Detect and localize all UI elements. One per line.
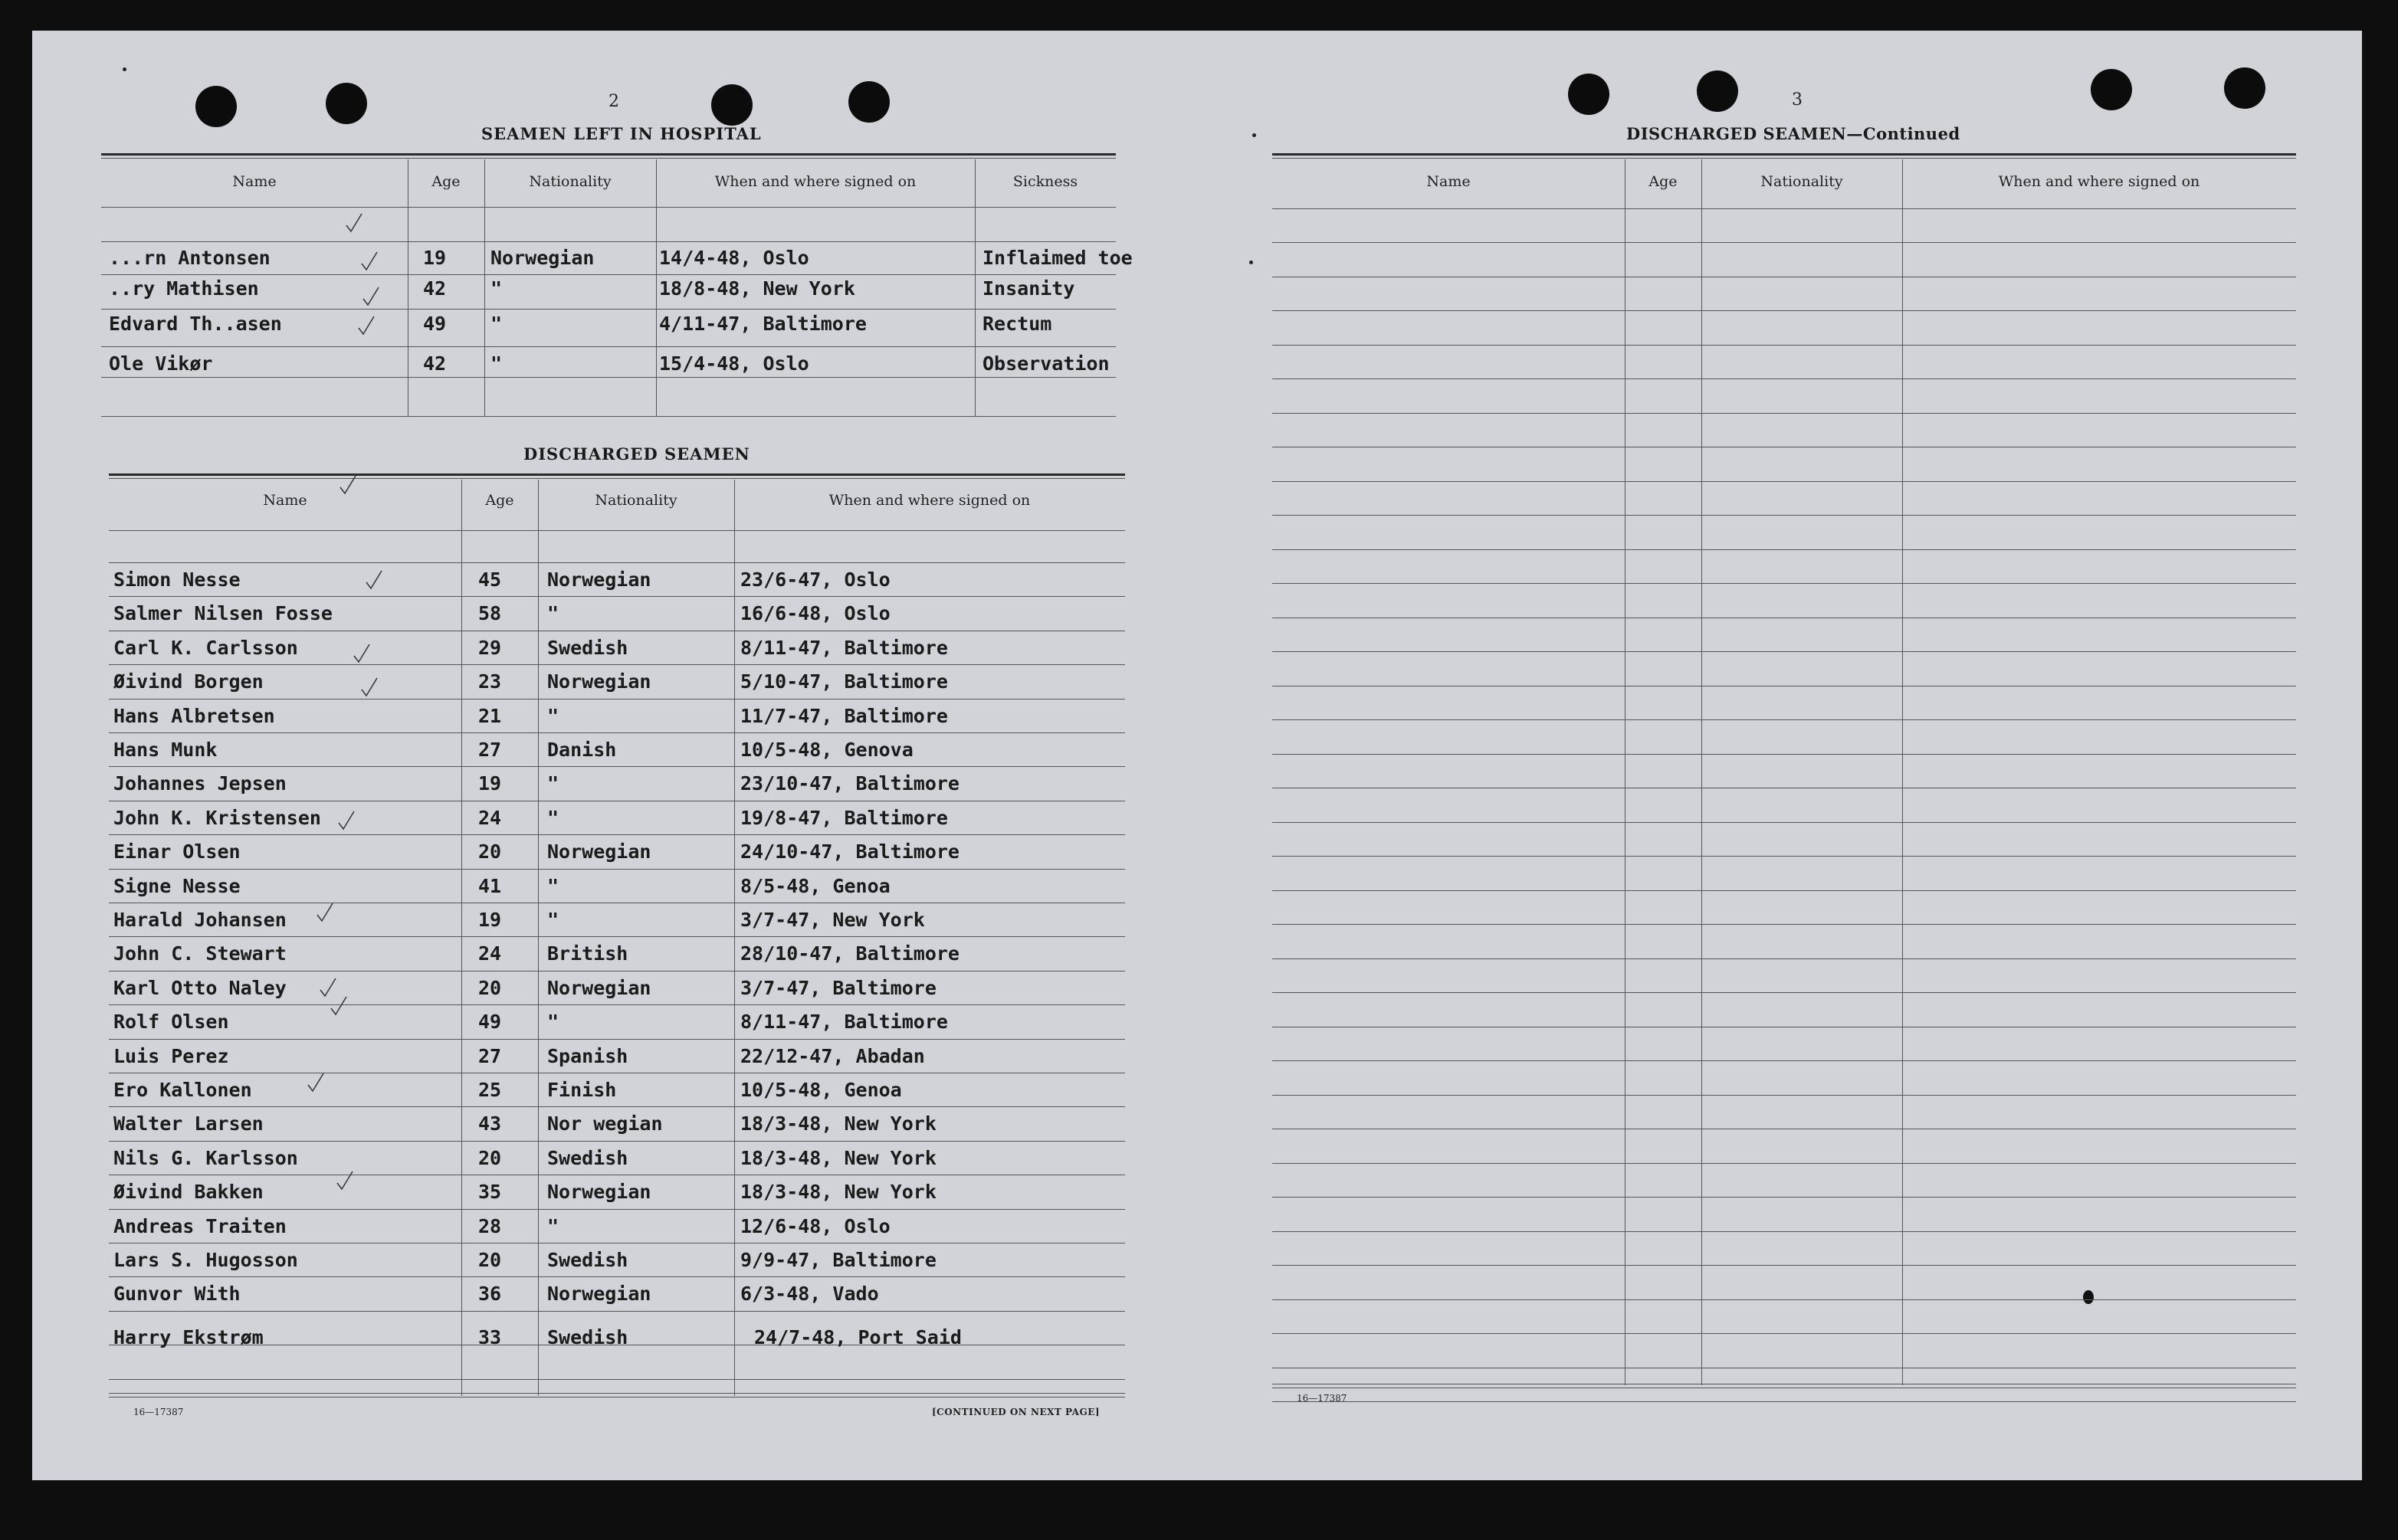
checkmark-icon [330, 994, 348, 1017]
discharged-cell-name: Hans Munk [113, 739, 218, 761]
discharged-col-divider [734, 480, 735, 1396]
discharged-cell-age: 45 [478, 568, 502, 591]
continued-note: [CONTINUED ON NEXT PAGE] [932, 1407, 1101, 1417]
discharged-cell-signed: 6/3-48, Vado [740, 1283, 879, 1305]
discharged-row-rule [109, 971, 1125, 972]
right-form-number: 16—17387 [1297, 1393, 1347, 1404]
discharged-cell-nationality: " [547, 1215, 559, 1237]
discharged-cell-nationality: Swedish [547, 637, 628, 659]
discharged-cell-age: 23 [478, 670, 502, 693]
discharged-cell-name: Andreas Traiten [113, 1215, 287, 1237]
discharged-cell-age: 27 [478, 1045, 502, 1067]
discharged-cell-nationality: Norwegian [547, 568, 651, 591]
discharged-cell-age: 33 [478, 1326, 502, 1348]
right-row-rule [1272, 822, 2296, 823]
discharged-cell-nationality: " [547, 602, 559, 624]
discharged-row-rule [109, 1311, 1125, 1312]
discharged-cell-name: Walter Larsen [113, 1112, 264, 1135]
right-row-rule [1272, 378, 2296, 379]
discharged-row-rule [109, 1004, 1125, 1005]
discharged-cell-age: 58 [478, 602, 502, 624]
checkmark-icon [353, 642, 371, 665]
discharged-cell-nationality: Spanish [547, 1045, 628, 1067]
hospital-cell-signed: 4/11-47, Baltimore [659, 313, 867, 335]
discharged-cell-name: Johannes Jepsen [113, 772, 287, 795]
discharged-cell-name: Rolf Olsen [113, 1011, 229, 1033]
discharged-header-nationality: Nationality [595, 492, 677, 509]
hospital-cell-sickness: Observation [982, 352, 1110, 375]
discharged-cell-name: Signe Nesse [113, 875, 241, 897]
discharged-cell-name: John C. Stewart [113, 942, 287, 965]
right-row-rule [1272, 856, 2296, 857]
checkmark-icon [357, 314, 376, 337]
discharged-cell-name: Hans Albretsen [113, 705, 275, 727]
discharged-cell-nationality: Norwegian [547, 840, 651, 863]
right-header-signed: When and where signed on [1998, 173, 2200, 190]
discharged-header-signed: When and where signed on [828, 492, 1031, 509]
hospital-row-rule [101, 274, 1116, 275]
discharged-cell-signed: 18/3-48, New York [740, 1147, 937, 1169]
ink-speck [1252, 133, 1256, 137]
right-row-rule [1272, 890, 2296, 891]
discharged-cell-signed: 24/7-48, Port Said [754, 1326, 962, 1348]
checkmark-icon [345, 211, 363, 234]
hospital-cell-name: ..ry Mathisen [109, 277, 259, 300]
discharged-cell-age: 20 [478, 1249, 502, 1271]
discharged-cell-signed: 24/10-47, Baltimore [740, 840, 960, 863]
discharged-cell-signed: 18/3-48, New York [740, 1181, 937, 1203]
right-row-rule [1272, 1060, 2296, 1061]
hospital-header-name: Name [232, 173, 277, 190]
discharged-row-rule [109, 699, 1125, 700]
discharged-cell-nationality: " [547, 705, 559, 727]
hospital-header-signed: When and where signed on [714, 173, 917, 190]
hospital-col-divider [656, 159, 657, 417]
punch-hole [2091, 69, 2132, 110]
checkmark-icon [307, 1071, 325, 1094]
hospital-cell-signed: 15/4-48, Oslo [659, 352, 809, 375]
discharged-cell-name: Lars S. Hugosson [113, 1249, 298, 1271]
right-row-rule [1272, 515, 2296, 516]
discharged-cell-name: Harry Ekstrøm [113, 1326, 264, 1348]
checkmark-icon [316, 901, 334, 924]
discharged-col-divider [538, 480, 539, 1396]
ink-speck [123, 67, 126, 71]
checkmark-icon [336, 1169, 354, 1192]
hospital-row-rule [101, 309, 1116, 310]
discharged-row-rule [109, 664, 1125, 665]
right-row-rule [1272, 1197, 2296, 1198]
right-row-rule [1272, 345, 2296, 346]
discharged-cell-signed: 3/7-47, Baltimore [740, 977, 937, 999]
discharged-row-rule [109, 1276, 1125, 1277]
discharged-header-name: Name [263, 492, 307, 509]
discharged-top-rule [109, 473, 1125, 479]
hospital-cell-nationality: " [490, 277, 503, 300]
right-row-rule [1272, 958, 2296, 959]
discharged-cell-age: 25 [478, 1079, 502, 1101]
right-row-rule [1272, 992, 2296, 993]
discharged-cell-age: 35 [478, 1181, 502, 1203]
discharged-cell-signed: 16/6-48, Oslo [740, 602, 891, 624]
right-row-rule [1272, 481, 2296, 482]
hospital-cell-sickness: Inflaimed toe [982, 247, 1133, 269]
discharged-cell-signed: 10/5-48, Genova [740, 739, 914, 761]
discharged-cell-nationality: Norwegian [547, 1181, 651, 1203]
discharged-cell-age: 21 [478, 705, 502, 727]
hospital-cell-signed: 18/8-48, New York [659, 277, 855, 300]
discharged-cell-nationality: " [547, 875, 559, 897]
discharged-cell-nationality: Norwegian [547, 670, 651, 693]
discharged-cell-name: Karl Otto Naley [113, 977, 287, 999]
checkmark-icon [360, 250, 379, 273]
right-row-rule [1272, 651, 2296, 652]
discharged-cell-nationality: British [547, 942, 628, 965]
left-form-number: 16—17387 [133, 1407, 184, 1417]
checkmark-icon [339, 473, 357, 496]
right-row-rule [1272, 754, 2296, 755]
discharged-cell-nationality: Danish [547, 739, 617, 761]
discharged-cell-name: John K. Kristensen [113, 807, 321, 829]
discharged-cell-age: 28 [478, 1215, 502, 1237]
punch-hole [848, 81, 890, 123]
discharged-cell-signed: 23/10-47, Baltimore [740, 772, 960, 795]
discharged-row-rule [109, 1039, 1125, 1040]
discharged-cell-age: 27 [478, 739, 502, 761]
right-header-name: Name [1426, 173, 1471, 190]
discharged-cell-nationality: Swedish [547, 1147, 628, 1169]
discharged-cell-age: 36 [478, 1283, 502, 1305]
hospital-cell-sickness: Rectum [982, 313, 1052, 335]
right-row-rule [1272, 1265, 2296, 1266]
hospital-cell-age: 49 [423, 313, 447, 335]
document-sheet [32, 31, 2362, 1480]
hospital-row-rule [101, 346, 1116, 347]
discharged-cell-signed: 23/6-47, Oslo [740, 568, 891, 591]
discharged-cell-nationality: " [547, 807, 559, 829]
left-page-number: 2 [609, 92, 619, 111]
discharged-cell-signed: 8/11-47, Baltimore [740, 1011, 948, 1033]
ink-speck [1249, 260, 1253, 264]
discharged-cell-age: 29 [478, 637, 502, 659]
right-header-nationality: Nationality [1760, 173, 1843, 190]
discharged-row-rule [109, 1141, 1125, 1142]
right-section-title: DISCHARGED SEAMEN—Continued [1626, 124, 1960, 143]
discharged-cell-name: Ero Kallonen [113, 1079, 252, 1101]
punch-hole [195, 86, 237, 127]
hospital-cell-name: Edvard Th..asen [109, 313, 282, 335]
discharged-cell-signed: 10/5-48, Genoa [740, 1079, 902, 1101]
right-col-divider [1701, 159, 1702, 1385]
hospital-cell-signed: 14/4-48, Oslo [659, 247, 809, 269]
discharged-cell-nationality: Nor wegian [547, 1112, 663, 1135]
right-row-rule [1272, 583, 2296, 584]
hospital-cell-nationality: " [490, 352, 503, 375]
hospital-top-rule [101, 153, 1116, 159]
discharged-cell-age: 19 [478, 909, 502, 931]
punch-hole [326, 83, 367, 124]
discharged-cell-signed: 9/9-47, Baltimore [740, 1249, 937, 1271]
discharged-row-rule [109, 834, 1125, 835]
discharged-header-rule [109, 530, 1125, 531]
right-row-rule [1272, 1299, 2296, 1300]
discharged-cell-age: 24 [478, 942, 502, 965]
ink-speck [2083, 1290, 2094, 1304]
discharged-cell-signed: 19/8-47, Baltimore [740, 807, 948, 829]
discharged-cell-signed: 18/3-48, New York [740, 1112, 937, 1135]
hospital-row-rule [101, 241, 1116, 242]
discharged-cell-signed: 12/6-48, Oslo [740, 1215, 891, 1237]
discharged-cell-age: 24 [478, 807, 502, 829]
discharged-cell-age: 19 [478, 772, 502, 795]
discharged-cell-nationality: " [547, 772, 559, 795]
right-row-rule [1272, 1095, 2296, 1096]
discharged-cell-signed: 11/7-47, Baltimore [740, 705, 948, 727]
hospital-cell-nationality: " [490, 313, 503, 335]
hospital-header-sickness: Sickness [1012, 173, 1078, 190]
discharged-cell-name: Simon Nesse [113, 568, 241, 591]
discharged-cell-nationality: Finish [547, 1079, 617, 1101]
hospital-cell-name: ...rn Antonsen [109, 247, 271, 269]
discharged-cell-signed: 8/5-48, Genoa [740, 875, 891, 897]
discharged-cell-age: 20 [478, 1147, 502, 1169]
hospital-row-rule [101, 377, 1116, 378]
hospital-cell-age: 42 [423, 277, 447, 300]
discharged-cell-name: Øivind Bakken [113, 1181, 264, 1203]
discharged-row-rule [109, 732, 1125, 733]
right-header-age: Age [1648, 173, 1678, 190]
discharged-cell-age: 41 [478, 875, 502, 897]
discharged-cell-signed: 5/10-47, Baltimore [740, 670, 948, 693]
discharged-cell-age: 20 [478, 977, 502, 999]
right-top-rule [1272, 153, 2296, 159]
discharged-row-rule [109, 1209, 1125, 1210]
hospital-cell-age: 19 [423, 247, 447, 269]
right-row-rule [1272, 1163, 2296, 1164]
discharged-cell-age: 20 [478, 840, 502, 863]
hospital-col-divider [484, 159, 485, 417]
hospital-cell-nationality: Norwegian [490, 247, 595, 269]
right-row-rule [1272, 924, 2296, 925]
discharged-row-rule [109, 562, 1125, 563]
discharged-cell-age: 49 [478, 1011, 502, 1033]
discharged-cell-name: Einar Olsen [113, 840, 241, 863]
checkmark-icon [337, 809, 356, 832]
discharged-bottom-rule [109, 1393, 1125, 1394]
discharged-cell-name: Gunvor With [113, 1283, 241, 1305]
right-row-rule [1272, 310, 2296, 311]
discharged-cell-name: Salmer Nilsen Fosse [113, 602, 333, 624]
discharged-cell-age: 43 [478, 1112, 502, 1135]
hospital-header-nationality: Nationality [529, 173, 612, 190]
discharged-col-divider [461, 480, 462, 1396]
right-page-number: 3 [1792, 90, 1803, 110]
discharged-header-age: Age [485, 492, 514, 509]
discharged-cell-signed: 3/7-47, New York [740, 909, 925, 931]
hospital-cell-age: 42 [423, 352, 447, 375]
right-header-rule [1272, 208, 2296, 209]
hospital-header-rule [101, 207, 1116, 208]
right-row-rule [1272, 549, 2296, 550]
discharged-cell-nationality: Norwegian [547, 977, 651, 999]
hospital-col-divider [975, 159, 976, 417]
discharged-section-title: DISCHARGED SEAMEN [523, 444, 750, 464]
discharged-row-rule [109, 869, 1125, 870]
right-row-rule [1272, 413, 2296, 414]
right-row-rule [1272, 1401, 2296, 1402]
punch-hole [2224, 67, 2265, 109]
hospital-section-title: SEAMEN LEFT IN HOSPITAL [481, 124, 762, 143]
discharged-cell-name: Harald Johansen [113, 909, 287, 931]
checkmark-icon [365, 568, 383, 591]
discharged-cell-nationality: Swedish [547, 1326, 628, 1348]
discharged-cell-signed: 22/12-47, Abadan [740, 1045, 925, 1067]
discharged-cell-signed: 8/11-47, Baltimore [740, 637, 948, 659]
discharged-cell-name: Carl K. Carlsson [113, 637, 298, 659]
discharged-row-rule [109, 936, 1125, 937]
discharged-row-rule [109, 766, 1125, 767]
discharged-cell-name: Øivind Borgen [113, 670, 264, 693]
hospital-cell-name: Ole Vikør [109, 352, 213, 375]
discharged-cell-nationality: Norwegian [547, 1283, 651, 1305]
punch-hole [1697, 70, 1738, 112]
discharged-cell-signed: 28/10-47, Baltimore [740, 942, 960, 965]
discharged-cell-nationality: " [547, 909, 559, 931]
punch-hole [1568, 74, 1609, 115]
right-row-rule [1272, 242, 2296, 243]
checkmark-icon [362, 285, 380, 308]
discharged-cell-name: Nils G. Karlsson [113, 1147, 298, 1169]
discharged-row-rule [109, 1106, 1125, 1107]
hospital-cell-sickness: Insanity [982, 277, 1075, 300]
punch-hole [711, 84, 753, 126]
hospital-bottom-rule [101, 416, 1116, 417]
discharged-cell-name: Luis Perez [113, 1045, 229, 1067]
right-col-divider [1902, 159, 1903, 1385]
discharged-cell-nationality: Swedish [547, 1249, 628, 1271]
discharged-row-rule [109, 596, 1125, 597]
discharged-row-rule [109, 1379, 1125, 1380]
right-row-rule [1272, 719, 2296, 720]
hospital-header-age: Age [431, 173, 461, 190]
checkmark-icon [360, 676, 379, 699]
discharged-cell-nationality: " [547, 1011, 559, 1033]
right-row-rule [1272, 1333, 2296, 1334]
right-row-rule [1272, 1231, 2296, 1232]
